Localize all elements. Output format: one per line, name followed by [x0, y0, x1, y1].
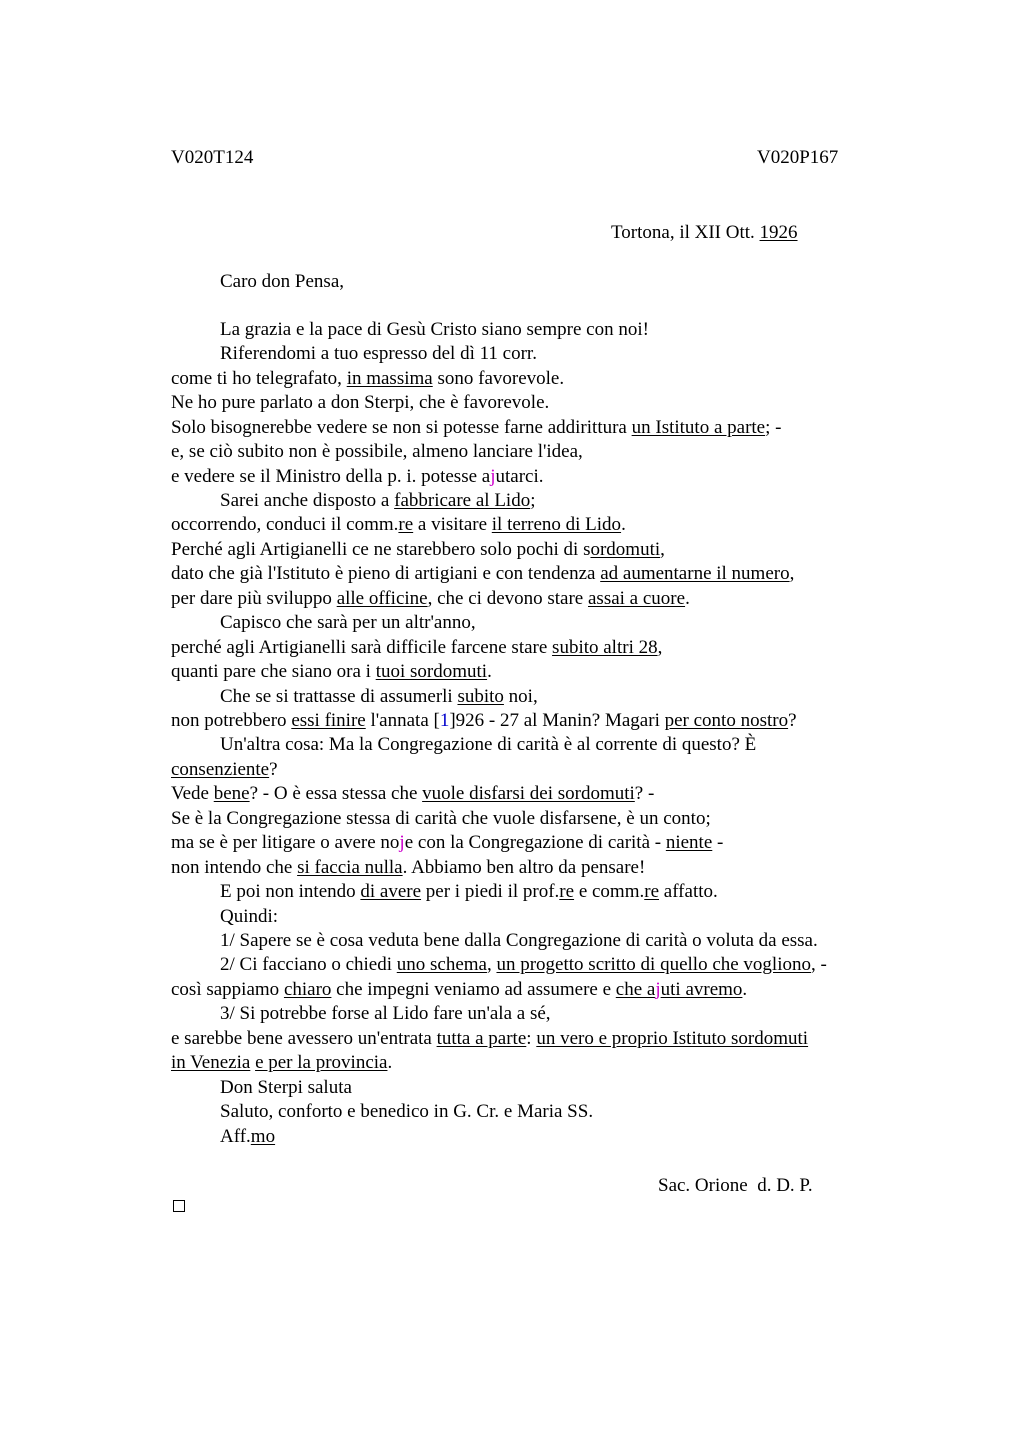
body-line: dato che già l'Istituto è pieno di artigiani e con tendenza ad aumentarne il numero,: [171, 563, 795, 584]
body-line: 1/ Sapere se è cosa veduta bene dalla Congregazione di carità o voluta da essa.: [220, 930, 818, 951]
body-line: Ne ho pure parlato a don Sterpi, che è favorevole.: [171, 392, 550, 413]
date-year: 1926: [759, 222, 798, 243]
body-line: quanti pare che siano ora i tuoi sordomuti.: [171, 661, 492, 682]
date-prefix: Tortona, il XII Ott.: [611, 222, 760, 243]
body-line: e, se ciò subito non è possibile, almeno lanciare l'idea,: [171, 441, 583, 462]
signature: Sac. Orione d. D. P.: [658, 1175, 813, 1196]
body-line: consenziente?: [171, 759, 278, 780]
body-line: E poi non intendo di avere per i piedi il prof.re e comm.re affatto.: [220, 881, 718, 902]
empty-checkbox-icon: [173, 1200, 185, 1212]
body-line: per dare più sviluppo alle officine, che ci devono stare assai a cuore.: [171, 588, 690, 609]
body-line: Sarei anche disposto a fabbricare al Lido;: [220, 490, 536, 511]
body-line: non potrebbero essi finire l'annata [1]926 - 27 al Manin? Magari per conto nostro?: [171, 710, 797, 731]
body-line: Vede bene? - O è essa stessa che vuole disfarsi dei sordomuti? -: [171, 783, 655, 804]
body-line: così sappiamo chiaro che impegni veniamo ad assumere e che ajuti avremo.: [171, 979, 748, 1000]
body-line: Se è la Congregazione stessa di carità che vuole disfarsene, è un conto;: [171, 808, 711, 829]
document-code-right: V020P167: [757, 147, 839, 168]
body-line: Don Sterpi saluta: [220, 1077, 352, 1098]
body-line: 3/ Si potrebbe forse al Lido fare un'ala a sé,: [220, 1003, 551, 1024]
body-line: come ti ho telegrafato, in massima sono favorevole.: [171, 368, 565, 389]
body-line: Quindi:: [220, 906, 279, 927]
body-line: 2/ Ci facciano o chiedi uno schema, un progetto scritto di quello che vogliono, -: [220, 954, 827, 975]
body-line: perché agli Artigianelli sarà difficile farcene stare subito altri 28,: [171, 637, 663, 658]
body-line: Un'altra cosa: Ma la Congregazione di carità è al corrente di questo? È: [220, 734, 757, 755]
body-line: ma se è per litigare o avere noje con la Congregazione di carità - niente -: [171, 832, 724, 853]
body-line: Solo bisognerebbe vedere se non si potesse farne addirittura un Istituto a parte; -: [171, 417, 782, 438]
body-line: e vedere se il Ministro della p. i. potesse ajutarci.: [171, 466, 544, 487]
letter-date: [611, 222, 798, 244]
body-line: e sarebbe bene avessero un'entrata tutta a parte: un vero e proprio Istituto sordomuti: [171, 1028, 809, 1049]
body-line: Perché agli Artigianelli ce ne starebbero solo pochi di sordomuti,: [171, 539, 665, 560]
body-line: La grazia e la pace di Gesù Cristo siano sempre con noi!: [220, 319, 649, 340]
body-line: in Venezia e per la provincia.: [171, 1052, 393, 1073]
body-line: Riferendomi a tuo espresso del dì 11 corr.: [220, 343, 537, 364]
closing-line: Aff.mo: [220, 1126, 276, 1147]
body-line: non intendo che si faccia nulla. Abbiamo ben altro da pensare!: [171, 857, 646, 878]
document-code-left: V020T124: [171, 147, 254, 168]
salutation: Caro don Pensa,: [220, 271, 345, 292]
body-line: occorrendo, conduci il comm.re a visitare il terreno di Lido.: [171, 514, 626, 535]
body-line: Capisco che sarà per un altr'anno,: [220, 612, 476, 633]
body-line: Saluto, conforto e benedico in G. Cr. e Maria SS.: [220, 1101, 594, 1122]
body-line: Che se si trattasse di assumerli subito noi,: [220, 686, 538, 707]
